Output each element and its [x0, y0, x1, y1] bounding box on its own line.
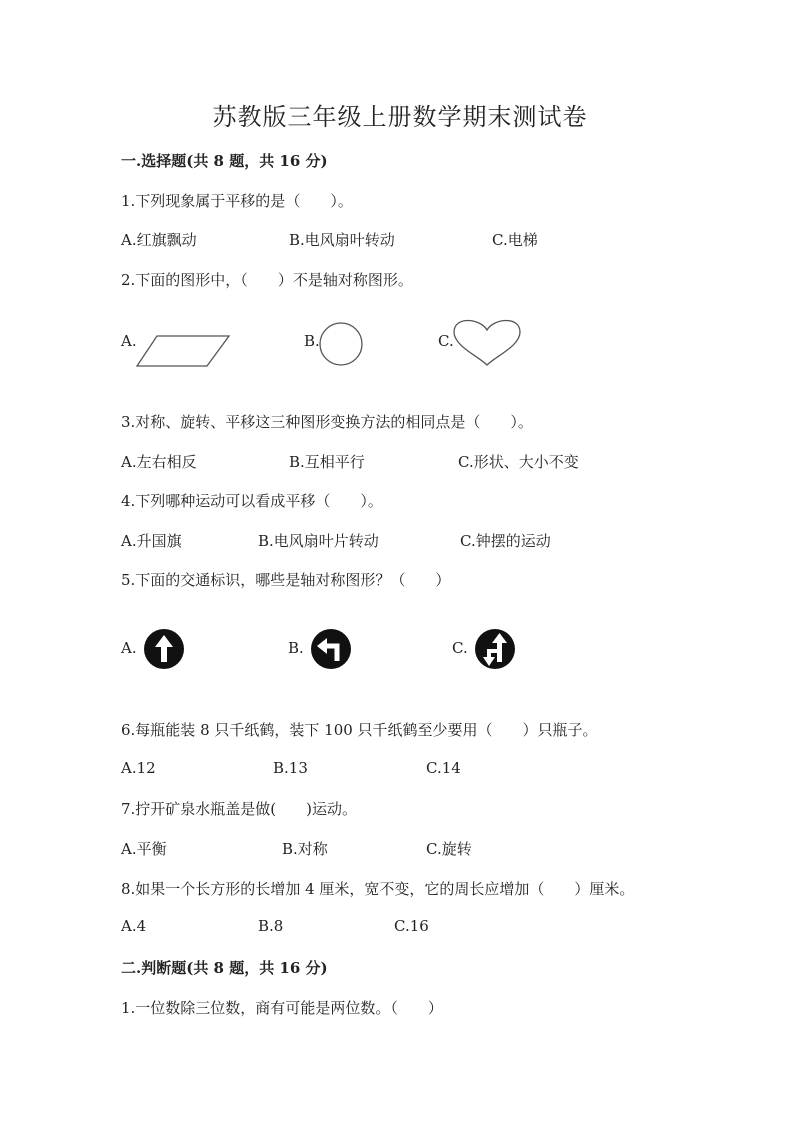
option-c[interactable]: C.16 — [394, 917, 429, 935]
turn-left-sign-icon — [311, 629, 351, 669]
option-b[interactable]: B.互相平行 — [289, 453, 365, 471]
question-4: 4.下列哪种运动可以看成平移（ ）。 — [121, 492, 383, 510]
question-6: 6.每瓶能装 8 只千纸鹤，装下 100 只千纸鹤至少要用（ ）只瓶子。 — [121, 721, 598, 739]
section-heading-choice: 一.选择题(共 8 题，共 16 分) — [121, 152, 328, 170]
option-a[interactable]: A.升国旗 — [121, 532, 182, 550]
option-a[interactable]: A.红旗飘动 — [121, 231, 197, 249]
option-b[interactable]: B.电风扇叶转动 — [289, 231, 395, 249]
circle-shape — [318, 320, 366, 368]
option-b[interactable]: B.13 — [273, 759, 308, 777]
option-c[interactable]: C. — [438, 332, 454, 350]
section-heading-judgment: 二.判断题(共 8 题，共 16 分) — [121, 959, 328, 977]
straight-ahead-sign-icon — [144, 629, 184, 669]
option-a[interactable]: A. — [121, 332, 137, 350]
parallelogram-shape — [135, 334, 233, 370]
option-b[interactable]: B.电风扇叶片转动 — [258, 532, 379, 550]
option-b[interactable]: B.对称 — [282, 840, 328, 858]
option-c[interactable]: C.钟摆的运动 — [460, 532, 551, 550]
option-c[interactable]: C.14 — [426, 759, 461, 777]
option-c[interactable]: C.旋转 — [426, 840, 472, 858]
straight-or-left-sign-icon — [475, 629, 515, 669]
heart-shape — [450, 316, 524, 368]
option-c[interactable]: C.电梯 — [492, 231, 538, 249]
option-b[interactable]: B. — [304, 332, 320, 350]
option-a[interactable]: A.平衡 — [121, 840, 167, 858]
option-a[interactable]: A.左右相反 — [121, 453, 197, 471]
option-b[interactable]: B.8 — [258, 917, 284, 935]
question-1: 1.下列现象属于平移的是（ ）。 — [121, 192, 353, 210]
option-a[interactable]: A.12 — [121, 759, 156, 777]
question-5: 5.下面的交通标识，哪些是轴对称图形？（ ） — [121, 571, 451, 589]
option-a[interactable]: A.4 — [121, 917, 147, 935]
judgment-question-1: 1.一位数除三位数，商有可能是两位数。（ ） — [121, 999, 443, 1017]
option-a[interactable]: A. — [121, 639, 137, 657]
page-title: 苏教版三年级上册数学期末测试卷 — [212, 103, 588, 131]
question-7: 7.拧开矿泉水瓶盖是做( )运动。 — [121, 800, 358, 818]
question-2: 2.下面的图形中，（ ）不是轴对称图形。 — [121, 271, 413, 289]
option-c[interactable]: C. — [452, 639, 468, 657]
option-b[interactable]: B. — [288, 639, 304, 657]
option-c[interactable]: C.形状、大小不变 — [458, 453, 579, 471]
question-3: 3.对称、旋转、平移这三种图形变换方法的相同点是（ ）。 — [121, 413, 533, 431]
question-8: 8.如果一个长方形的长增加 4 厘米，宽不变，它的周长应增加（ ）厘米。 — [121, 880, 635, 898]
